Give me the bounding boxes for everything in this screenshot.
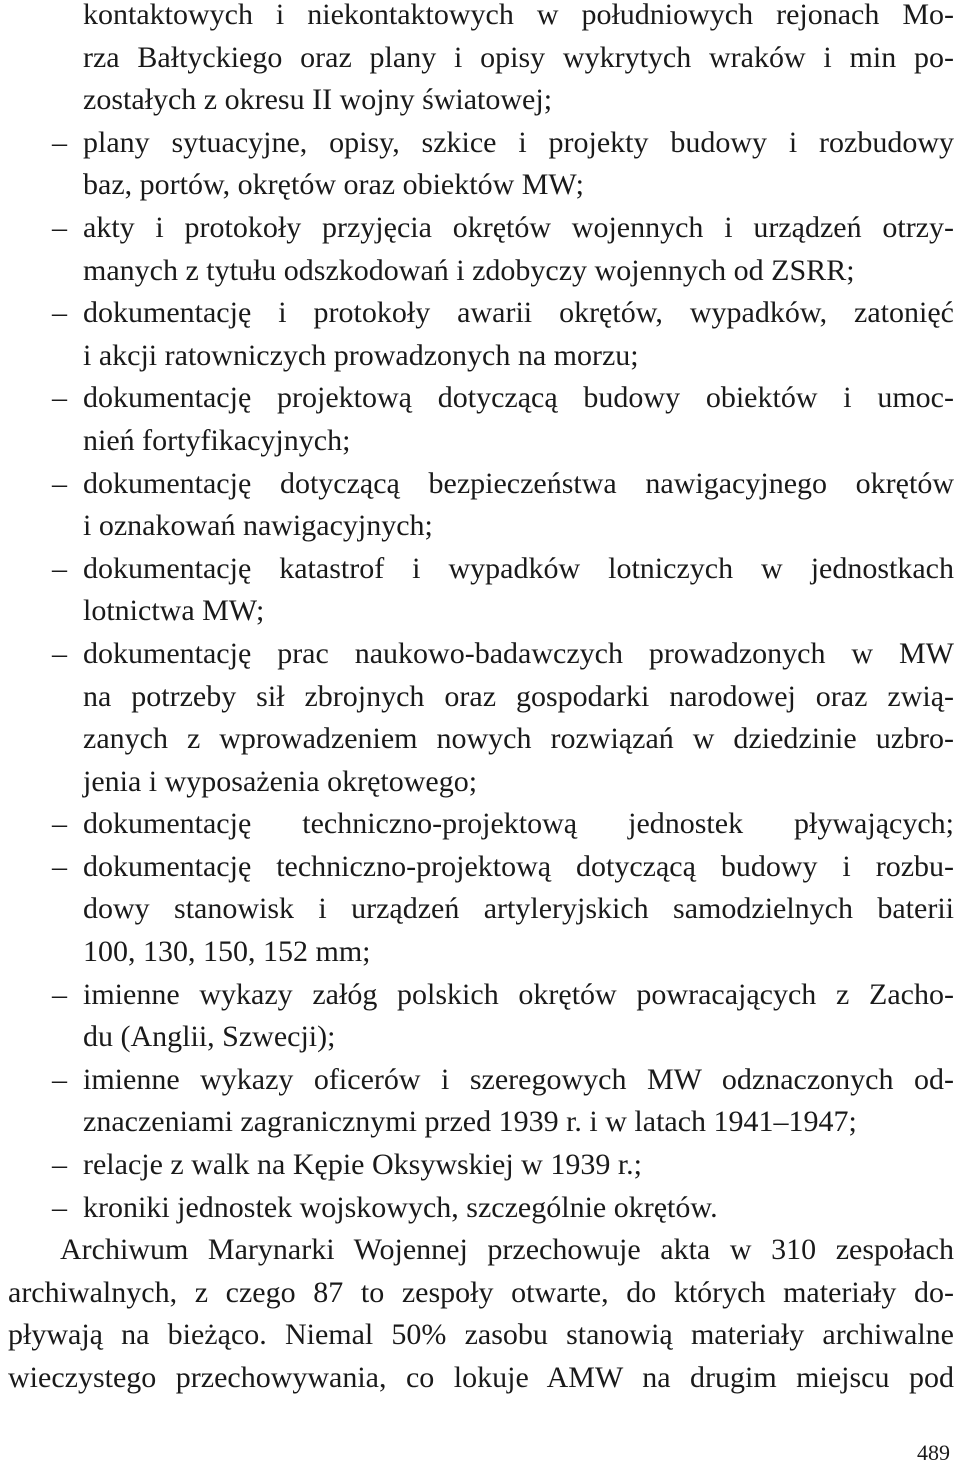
page-number: 489 — [917, 1440, 950, 1465]
list-item — [8, 377, 954, 420]
list-dash: – — [52, 125, 67, 159]
list-item-text: dokumentację i protokoły awarii okrętów, wypadków, zatonięć — [83, 296, 954, 330]
list-dash: – — [52, 381, 67, 415]
list-item-continuation: jenia i wyposażenia okrętowego; — [83, 764, 478, 798]
paragraph-line: Archiwum Marynarki Wojennej przechowuje akta w 310 zespołach — [60, 1233, 954, 1267]
list-dash: – — [52, 210, 67, 244]
list-item-text: imienne wykazy załóg polskich okrętów powracających z Zacho- — [83, 977, 954, 1011]
list-item — [8, 846, 954, 889]
list-item — [8, 292, 954, 335]
list-item-continuation: kontaktowych i niekontaktowych w południowych rejonach Mo- — [83, 0, 954, 31]
list-dash: – — [52, 849, 67, 883]
list-item — [8, 1059, 954, 1102]
list-item-text: dokumentację dotyczącą bezpieczeństwa nawigacyjnego okrętów — [83, 466, 954, 500]
list-item-text: dokumentację techniczno-projektową dotyczącą budowy i rozbu- — [83, 849, 954, 883]
list-dash: – — [52, 1148, 67, 1182]
list-item-text: imienne wykazy oficerów i szeregowych MW odznaczonych od- — [83, 1062, 954, 1096]
list-dash: – — [52, 551, 67, 585]
list-item-continuation: zanych z wprowadzeniem nowych rozwiązań w dziedzinie uzbro- — [83, 722, 954, 756]
list-item — [8, 803, 954, 846]
list-item-text: dokumentację katastrof i wypadków lotniczych w jednostkach — [83, 551, 954, 585]
list-item-text: dokumentację prac naukowo-badawczych prowadzonych w MW — [83, 636, 954, 670]
paragraph-line: wieczystego przechowywania, co lokuje AMW na drugim miejscu pod — [8, 1361, 954, 1394]
list-item — [8, 633, 954, 676]
list-item-text: relacje z walk na Kępie Oksywskiej w 1939 r.; — [83, 1148, 642, 1182]
list-item-continuation: baz, portów, okrętów oraz obiektów MW; — [83, 168, 584, 202]
list-item-continuation: zostałych z okresu II wojny światowej; — [83, 83, 553, 117]
list-item — [8, 1187, 954, 1230]
list-item — [8, 122, 954, 165]
list-item — [8, 1144, 954, 1187]
list-dash: – — [52, 977, 67, 1011]
list-dash: – — [52, 466, 67, 500]
list-dash: – — [52, 1062, 67, 1096]
list-item-continuation: lotnictwa MW; — [83, 594, 265, 628]
list-dash: – — [52, 636, 67, 670]
list-item-text: plany sytuacyjne, opisy, szkice i projekty budowy i rozbudowy — [83, 125, 954, 159]
list-item-continuation: du (Anglii, Szwecji); — [83, 1020, 336, 1054]
list-item-continuation: dowy stanowisk i urządzeń artyleryjskich samodzielnych baterii — [83, 892, 954, 926]
list-item-continuation: i oznakowań nawigacyjnych; — [83, 509, 433, 543]
list-item-continuation: rza Bałtyckiego oraz plany i opisy wykrytych wraków i min po- — [83, 40, 954, 74]
list-dash: – — [52, 807, 67, 841]
list-item-text: dokumentację techniczno-projektową jednostek pływających; — [83, 807, 954, 841]
list-item-continuation: na potrzeby sił zbrojnych oraz gospodarki narodowej oraz zwią- — [83, 679, 954, 713]
list-item — [8, 548, 954, 591]
paragraph-line: archiwalnych, z czego 87 to zespoły otwarte, do których materiały do- — [8, 1275, 954, 1309]
list-item-continuation: i akcji ratowniczych prowadzonych na morzu; — [83, 338, 639, 372]
list-item-text: dokumentację projektową dotyczącą budowy obiektów i umoc- — [83, 381, 954, 415]
list-item-continuation: manych z tytułu odszkodowań i zdobyczy wojennych od ZSRR; — [83, 253, 855, 287]
list-item-text: kroniki jednostek wojskowych, szczególnie okrętów. — [83, 1190, 718, 1224]
list-item-continuation: 100, 130, 150, 152 mm; — [83, 935, 371, 969]
list-item — [8, 207, 954, 250]
list-item-text: akty i protokoły przyjęcia okrętów wojennych i urządzeń otrzy- — [83, 210, 954, 244]
list-dash: – — [52, 1190, 67, 1224]
list-item — [8, 974, 954, 1017]
list-item-continuation: znaczeniami zagranicznymi przed 1939 r. i w latach 1941–1947; — [83, 1105, 857, 1139]
paragraph-line: pływają na bieżąco. Niemal 50% zasobu stanowią materiały archiwalne — [8, 1318, 954, 1352]
list-item-continuation: nień fortyfikacyjnych; — [83, 423, 351, 457]
list-item — [8, 463, 954, 506]
list-dash: – — [52, 296, 67, 330]
body-text — [8, 0, 954, 1400]
